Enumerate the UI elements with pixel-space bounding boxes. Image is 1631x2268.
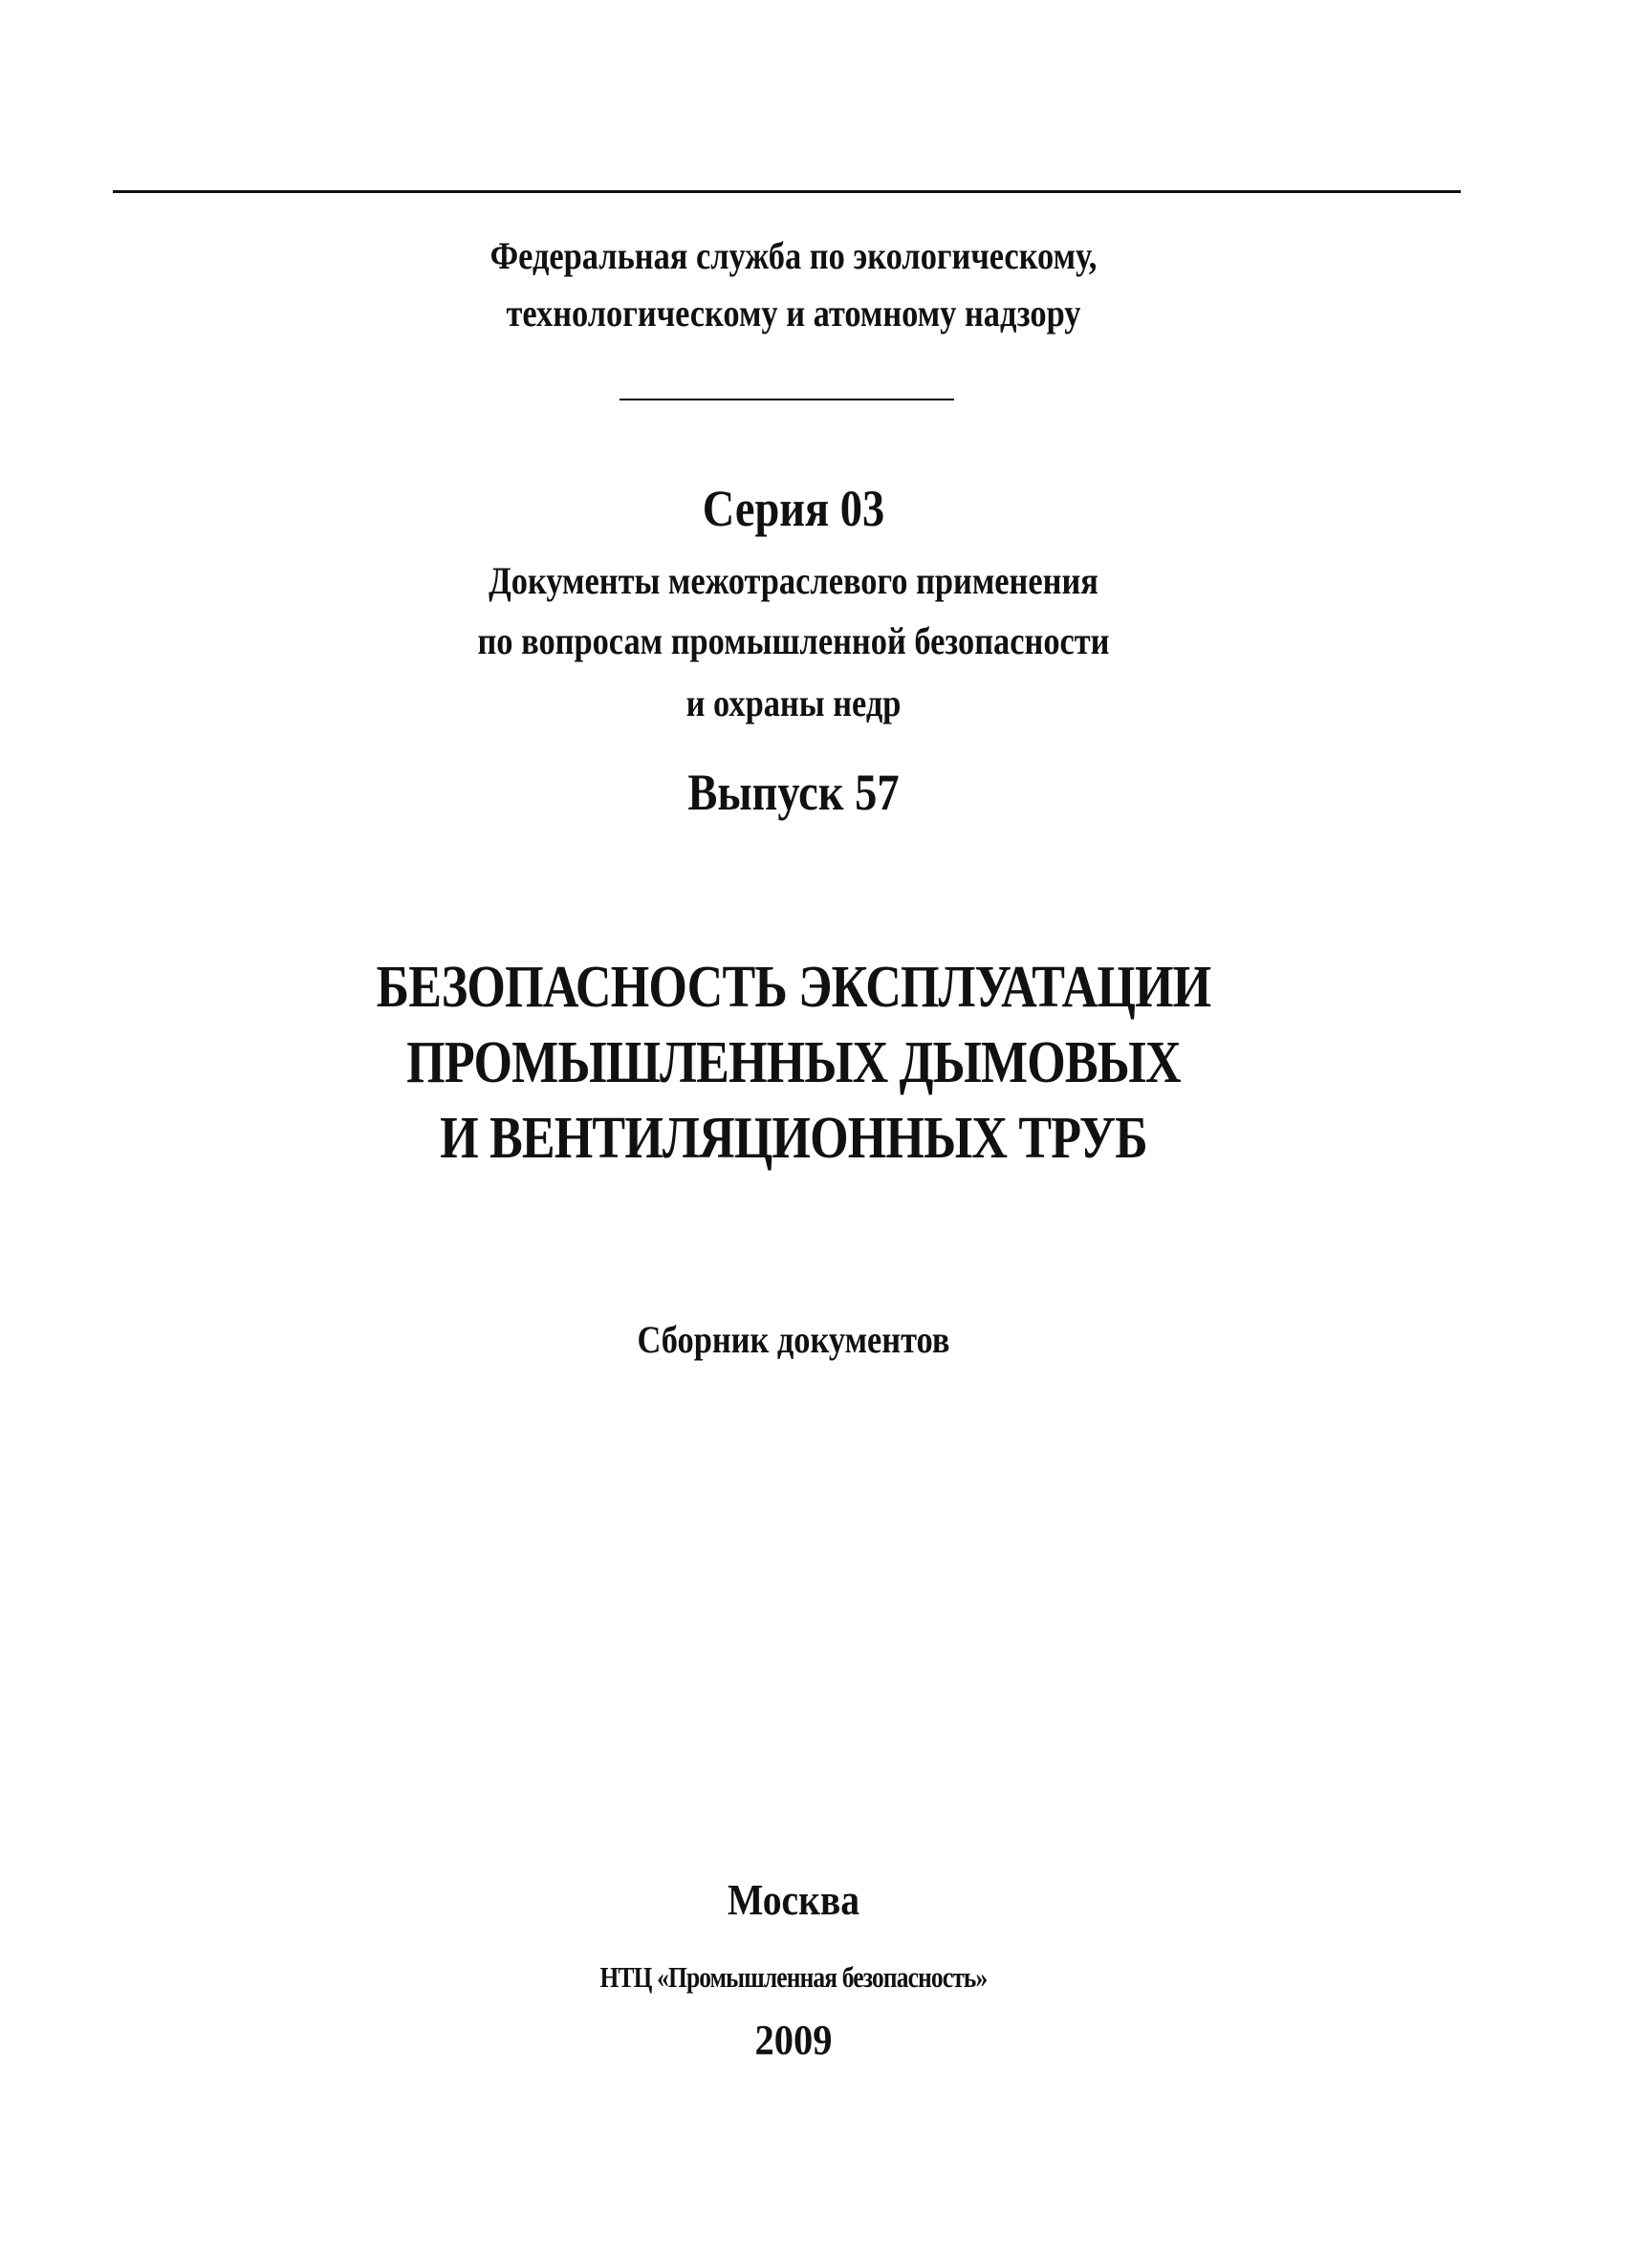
main-title-line-2: ПРОМЫШЛЕННЫХ ДЫМОВЫХ bbox=[406, 1030, 1181, 1095]
agency-line-1: Федеральная служба по экологическому, bbox=[489, 234, 1098, 277]
top-rule bbox=[113, 190, 1461, 193]
imprint-publisher: НТЦ «Промышленная безопасность» bbox=[599, 1960, 988, 1994]
series-description-line-2: по вопросам промышленной безопасности bbox=[477, 619, 1110, 662]
agency-line-2: технологическому и атомному надзору bbox=[506, 292, 1081, 335]
series-description-line-3: и охраны недр bbox=[685, 681, 902, 724]
imprint-year: 2009 bbox=[754, 2017, 833, 2063]
collection-label: Сборник документов bbox=[637, 1318, 950, 1361]
separator-rule bbox=[620, 399, 954, 400]
main-title-line-1: БЕЗОПАСНОСТЬ ЭКСПЛУАТАЦИИ bbox=[376, 955, 1211, 1020]
series-description-line-1: Документы межотраслевого применения bbox=[489, 559, 1098, 602]
imprint-city: Москва bbox=[727, 1875, 860, 1924]
series-title: Серия 03 bbox=[702, 480, 885, 537]
main-title-line-3: И ВЕНТИЛЯЦИОННЫХ ТРУБ bbox=[440, 1106, 1147, 1171]
issue-number: Выпуск 57 bbox=[687, 764, 900, 821]
